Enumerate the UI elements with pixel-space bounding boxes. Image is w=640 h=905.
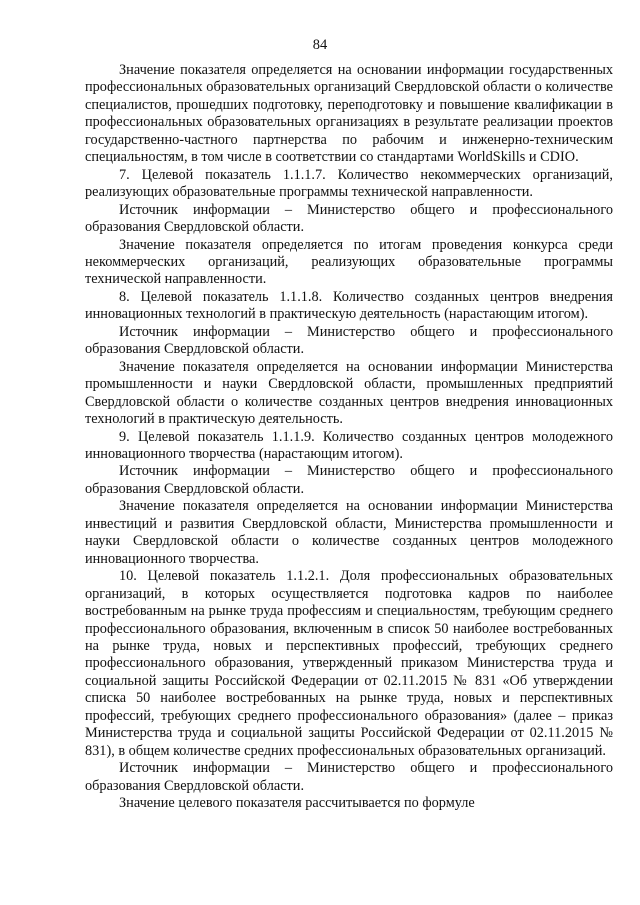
- paragraph: 10. Целевой показатель 1.1.2.1. Доля профессиональных образовательных организаций, в которых осуществляется подготовка кадров по наиболее востребованным на рынке труда профессиям и специальностям, требующим среднего профессионального образования, включенным в список 50 наиболее востребованных на рынке труда, новых и перспективных профессий, требующих среднего профессионального образования, утвержденный приказом Министерства труда и социальной защиты Российской Федерации от 02.11.2015 № 831 «Об утверждении списка 50 наиболее востребованных на рынке труда, новых и перспективных профессий, требующих среднего профессионального образования» (далее – приказ Министерства труда и социальной защиты Российской Федерации от 02.11.2015 № 831), в общем количестве средних профессиональных образовательных организаций.: [85, 568, 613, 759]
- paragraph: Источник информации – Министерство общего и профессионального образования Свердловской области.: [85, 463, 613, 497]
- paragraph: 8. Целевой показатель 1.1.1.8. Количество созданных центров внедрения инновационных технологий в практическую деятельность (нарастающим итогом).: [85, 288, 613, 323]
- paragraph: 9. Целевой показатель 1.1.1.9. Количество созданных центров молодежного инновационного творчества (нарастающим итогом).: [85, 428, 613, 462]
- paragraph: Значение показателя определяется на основании информации Министерства промышленности и науки Свердловской области, промышленных предприятий Свердловской области о количестве созданных центров внедрения инновационных технологий в практическую деятельность.: [85, 358, 613, 428]
- paragraph: Источник информации – Министерство общего и профессионального образования Свердловской области.: [85, 201, 613, 236]
- paragraph: Значение показателя определяется на основании информации государственных профессиональных образовательных организаций Свердловской области о количестве специалистов, прошедших подготовку, переподготовку и повышение квалификации в профессиональных образовательных организациях в результате реализации проектов государственно-частного партнерства по рабочим и инженерно-техническим специальностям, в том числе в соответствии со стандартами WorldSkills и CDIO.: [85, 62, 613, 166]
- paragraph: 7. Целевой показатель 1.1.1.7. Количество некоммерческих организаций, реализующих образовательные программы технической направленности.: [85, 166, 613, 201]
- document-body: [85, 62, 613, 812]
- paragraph: Значение показателя определяется на основании информации Министерства инвестиций и развития Свердловской области, Министерства промышленности и науки Свердловской области о количестве созданных центров молодежного инновационного творчества.: [85, 498, 613, 567]
- page-number: 84: [312, 37, 328, 53]
- paragraph: Источник информации – Министерство общего и профессионального образования Свердловской области.: [85, 760, 613, 794]
- paragraph: Значение целевого показателя рассчитывается по формуле: [119, 795, 475, 812]
- paragraph: Значение показателя определяется по итогам проведения конкурса среди некоммерческих организаций, реализующих образовательные программы технической направленности.: [85, 236, 613, 288]
- paragraph: Источник информации – Министерство общего и профессионального образования Свердловской области.: [85, 323, 613, 358]
